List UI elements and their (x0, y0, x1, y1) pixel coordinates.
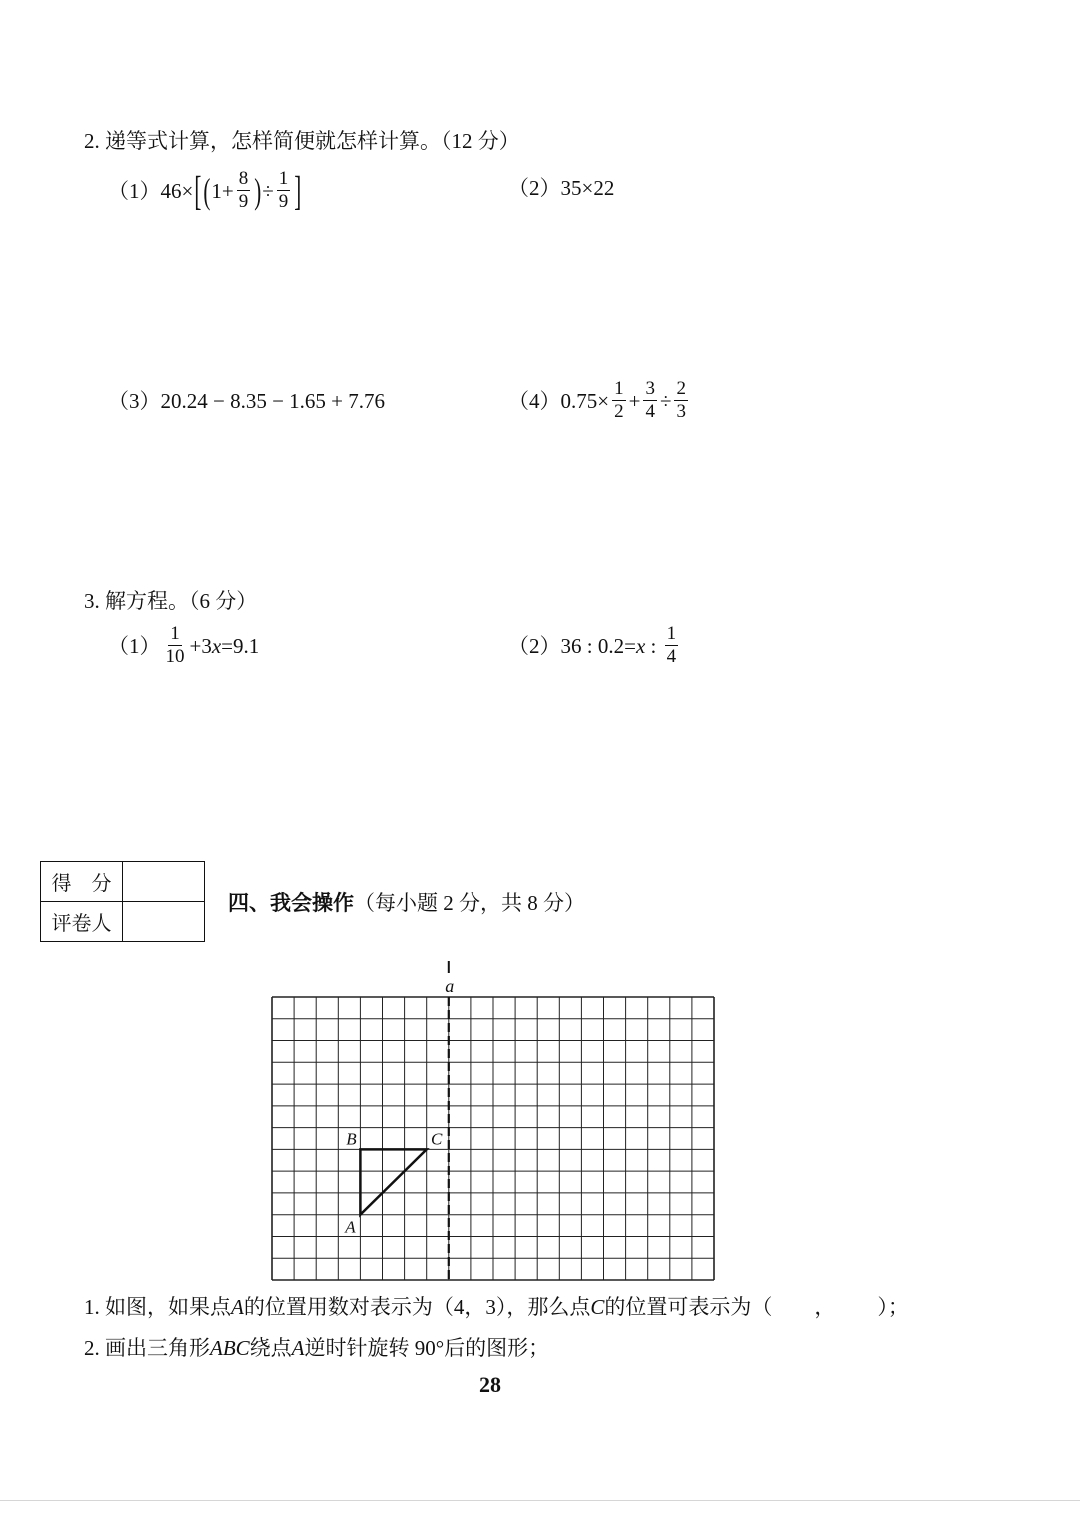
question-text: ， (814, 1295, 836, 1319)
section4-heading (228, 891, 585, 915)
fraction (643, 379, 657, 422)
section3-heading (84, 589, 257, 613)
denominator: 2 (614, 401, 624, 422)
section4-note: （每小题 2 分，共 8 分） (354, 891, 585, 915)
grader-row (41, 901, 204, 941)
score-label: 得 分 (41, 862, 123, 901)
axis-a-label: a (445, 976, 455, 996)
equation-3-1 (108, 624, 259, 667)
question-text: 2. 画出三角形 (84, 1336, 210, 1360)
question-text: 1. 如图，如果点 (84, 1295, 231, 1319)
problem-label: （2） (508, 176, 561, 200)
denominator: 9 (278, 191, 289, 212)
problem-2-3 (108, 389, 385, 413)
denominator: 4 (645, 401, 655, 422)
point-label-c: C (431, 1129, 443, 1149)
left-square-bracket: [ (194, 167, 202, 214)
right-square-bracket: ] (294, 167, 302, 214)
numerator: 1 (170, 623, 180, 644)
point-c-ref: C (590, 1295, 605, 1319)
expr-text: 35×22 (560, 176, 615, 200)
fraction (164, 624, 187, 667)
expr-text: 20.24 − 8.35 − 1.65 + 7.76 (160, 389, 386, 413)
section4-title: 四、我会操作 (228, 891, 354, 915)
question-4-2 (84, 1336, 549, 1360)
question-text: 的位置可表示为（ (604, 1295, 773, 1319)
equation-3-2 (508, 624, 681, 667)
denominator: 4 (666, 646, 677, 667)
question-text: 绕点 (249, 1336, 292, 1360)
expr-text: ÷ (659, 388, 672, 413)
point-a-ref: A (231, 1295, 244, 1319)
expr-text: +3 (189, 633, 212, 658)
problem-label: （1） (108, 633, 161, 658)
numerator: 1 (614, 378, 624, 399)
fraction (612, 379, 626, 422)
grader-blank-cell (123, 902, 204, 941)
fraction (237, 169, 251, 212)
question-4-1 (84, 1295, 909, 1319)
fraction (674, 379, 688, 422)
variable-x: x (635, 633, 646, 658)
section3-heading-text: 3. 解方程。（6 分） (84, 589, 258, 613)
fraction (277, 169, 291, 212)
expr-text: : (645, 633, 662, 658)
right-paren: ) (254, 170, 262, 211)
left-paren: ( (203, 170, 211, 211)
numerator: 2 (676, 378, 686, 399)
score-table (40, 861, 205, 942)
denominator: 10 (165, 646, 185, 667)
numerator: 3 (645, 378, 655, 399)
numerator: 1 (666, 623, 677, 644)
section2-heading (84, 129, 520, 153)
score-row (41, 862, 204, 901)
question-text: ）； (877, 1295, 909, 1319)
problem-2-2 (508, 176, 614, 200)
point-label-b: B (346, 1129, 357, 1149)
page-number: 28 (479, 1372, 501, 1397)
point-label-a: A (345, 1217, 356, 1237)
grid-figure (262, 955, 726, 1290)
numerator: 8 (238, 168, 249, 189)
question-text: 的位置用数对表示为（4，3），那么点 (243, 1295, 591, 1319)
expr-text: 46× (160, 178, 194, 203)
point-a-ref: A (291, 1336, 305, 1360)
question-text: 逆时针旋转 90°后的图形； (304, 1336, 550, 1360)
expr-text: 1+ (211, 178, 234, 203)
section2-heading-text: 2. 递等式计算，怎样简便就怎样计算。（12 分） (84, 129, 520, 153)
expr-text: + (628, 388, 641, 413)
score-blank-cell (123, 862, 204, 901)
numerator: 1 (278, 168, 289, 189)
problem-label: （3） (108, 389, 161, 413)
problem-label: （2） (508, 633, 561, 658)
expr-text: 0.75× (560, 388, 610, 413)
denominator: 9 (238, 191, 249, 212)
denominator: 3 (676, 401, 686, 422)
expr-text: ÷ (262, 178, 274, 203)
problem-2-4 (508, 379, 691, 422)
fraction (665, 624, 679, 667)
problem-label: （4） (508, 388, 561, 413)
expr-text: 36 : 0.2= (560, 633, 636, 658)
triangle-ref: ABC (210, 1336, 250, 1360)
expr-text: =9.1 (221, 633, 260, 658)
problem-2-1 (108, 169, 302, 212)
triangle-abc (360, 1149, 426, 1214)
page-bottom-divider (0, 1500, 1080, 1501)
problem-label: （1） (108, 178, 161, 203)
variable-x: x (211, 633, 222, 658)
grader-label: 评卷人 (41, 902, 123, 941)
